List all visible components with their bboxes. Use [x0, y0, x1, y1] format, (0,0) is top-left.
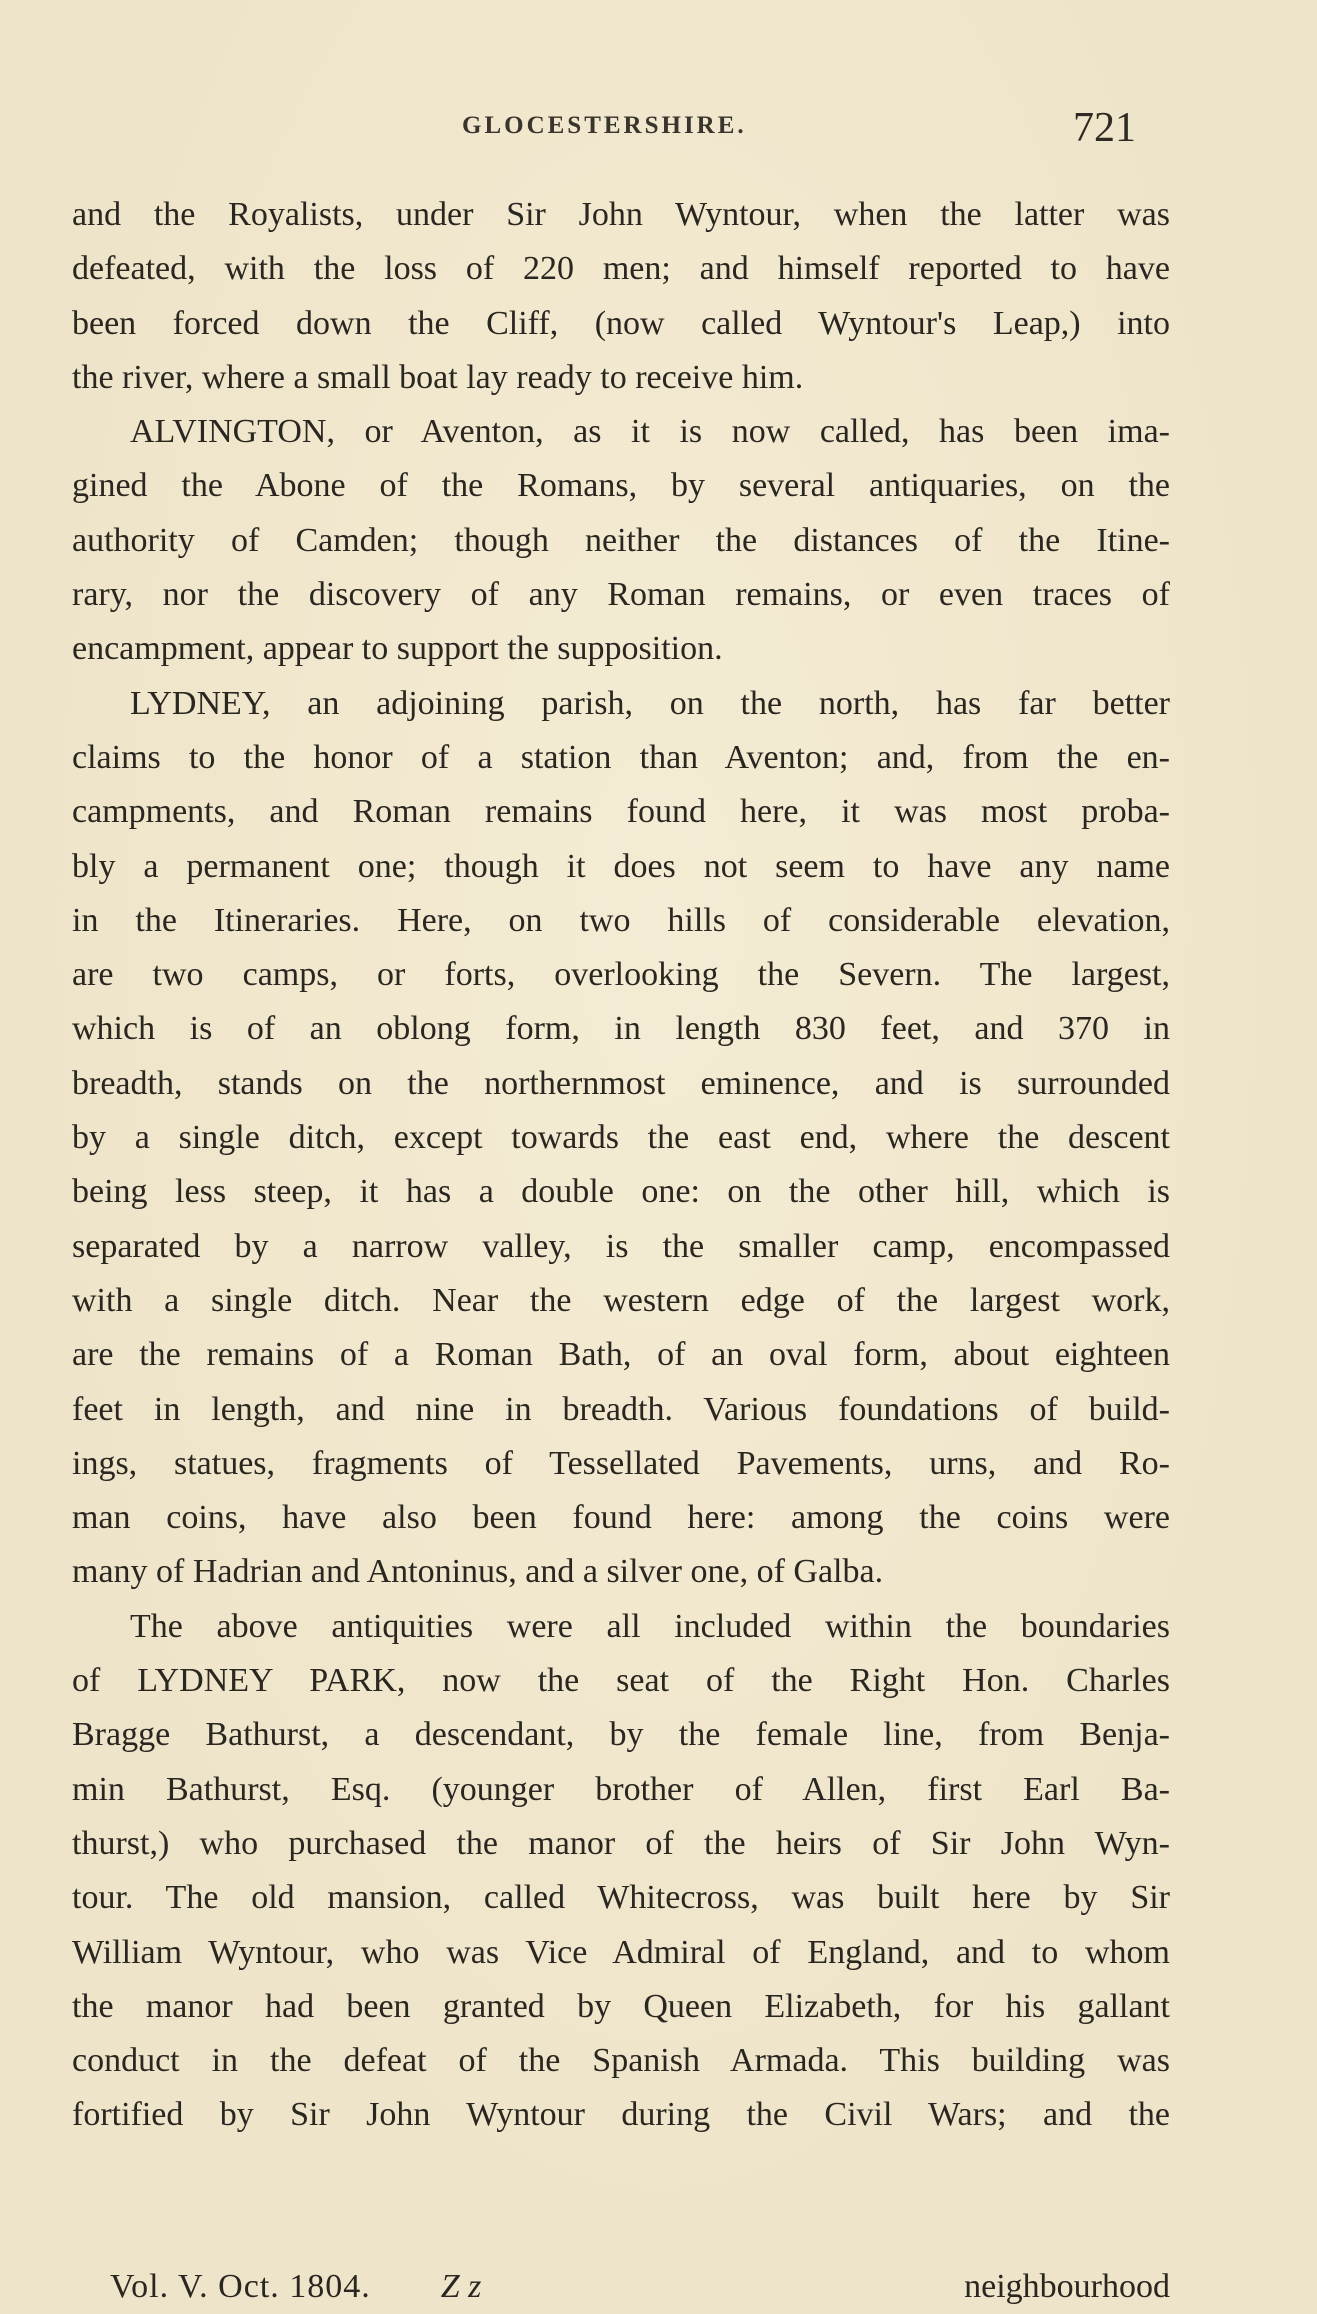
text-line: authority of Camden; though neither the distances of the Itine- [72, 521, 1170, 559]
text-line: William Wyntour, who was Vice Admiral of England, and to whom [72, 1933, 1170, 1971]
text-line: by a single ditch, except towards the east end, where the descent [72, 1119, 1170, 1157]
page-number: 721 [1073, 105, 1136, 151]
text-line: encampment, appear to support the supposition. [72, 630, 723, 668]
text-line: campments, and Roman remains found here, it was most proba- [72, 793, 1170, 831]
text-line: which is of an oblong form, in length 830 feet, and 370 in [72, 1010, 1170, 1048]
text-line: many of Hadrian and Antoninus, and a silver one, of Galba. [72, 1553, 884, 1591]
text-line: tour. The old mansion, called Whitecross, was built here by Sir [72, 1879, 1170, 1917]
text-line: with a single ditch. Near the western edge of the largest work, [72, 1281, 1170, 1319]
text-line: The above antiquities were all included within the boundaries [130, 1607, 1170, 1645]
body-text [72, 188, 1170, 2143]
text-line: the manor had been granted by Queen Elizabeth, for his gallant [72, 1987, 1170, 2025]
text-line: are two camps, or forts, overlooking the Severn. The largest, [72, 956, 1170, 994]
catchword: neighbourhood [964, 2268, 1170, 2305]
text-line: min Bathurst, Esq. (younger brother of Allen, first Earl Ba- [72, 1770, 1170, 1808]
text-line: conduct in the defeat of the Spanish Armada. This building was [72, 2042, 1170, 2080]
text-line: breadth, stands on the northernmost eminence, and is surrounded [72, 1064, 1170, 1102]
text-line: gined the Abone of the Romans, by several antiquaries, on the [72, 467, 1170, 505]
text-line: are the remains of a Roman Bath, of an oval form, about eighteen [72, 1336, 1170, 1374]
text-line: man coins, have also been found here: among the coins were [72, 1499, 1170, 1537]
text-line: of LYDNEY PARK, now the seat of the Right Hon. Charles [72, 1662, 1170, 1700]
volume-imprint: Vol. V. Oct. 1804. [110, 2268, 371, 2305]
text-line: rary, nor the discovery of any Roman remains, or even traces of [72, 576, 1170, 614]
text-line: fortified by Sir John Wyntour during the Civil Wars; and the [72, 2096, 1170, 2134]
text-line: Bragge Bathurst, a descendant, by the female line, from Benja- [72, 1716, 1170, 1754]
text-line: thurst,) who purchased the manor of the heirs of Sir John Wyn- [72, 1824, 1170, 1862]
text-line: LYDNEY, an adjoining parish, on the north, has far better [130, 684, 1170, 722]
text-line: the river, where a small boat lay ready to receive him. [72, 358, 804, 396]
text-line: separated by a narrow valley, is the smaller camp, encompassed [72, 1227, 1170, 1265]
running-title: GLOCESTERSHIRE. [462, 112, 747, 139]
signature-mark: Z z [440, 2268, 482, 2305]
text-line: feet in length, and nine in breadth. Various foundations of build- [72, 1390, 1170, 1428]
text-line: ings, statues, fragments of Tessellated Pavements, urns, and Ro- [72, 1444, 1170, 1482]
text-line: claims to the honor of a station than Aventon; and, from the en- [72, 738, 1170, 776]
text-line: being less steep, it has a double one: on the other hill, which is [72, 1173, 1170, 1211]
text-line: and the Royalists, under Sir John Wyntour, when the latter was [72, 196, 1170, 233]
text-line: ALVINGTON, or Aventon, as it is now called, has been ima- [130, 413, 1170, 451]
text-line: defeated, with the loss of 220 men; and himself reported to have [72, 250, 1170, 288]
text-line: bly a permanent one; though it does not seem to have any name [72, 847, 1170, 885]
page-footer [110, 2268, 1170, 2306]
text-line: been forced down the Cliff, (now called Wyntour's Leap,) into [72, 304, 1170, 342]
text-line: in the Itineraries. Here, on two hills of considerable elevation, [72, 901, 1170, 939]
